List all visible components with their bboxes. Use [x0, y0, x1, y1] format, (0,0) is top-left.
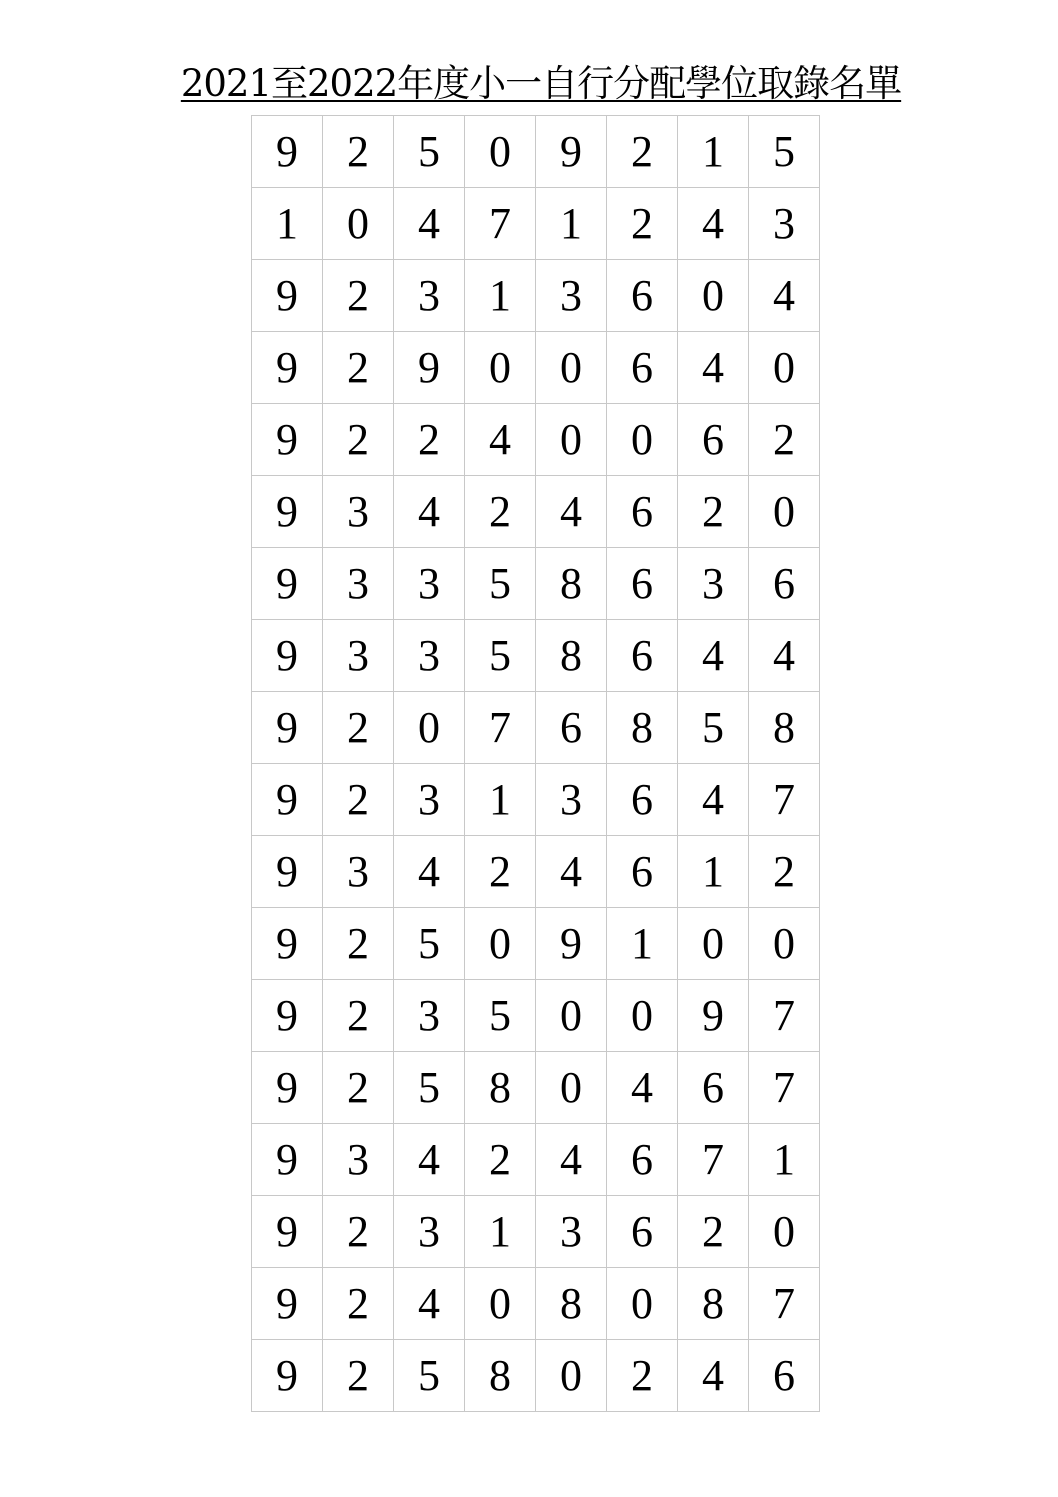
digit-cell: 2: [394, 404, 465, 476]
digit-cell: 0: [323, 188, 394, 260]
digit-cell: 6: [749, 548, 820, 620]
digit-cell: 8: [678, 1268, 749, 1340]
digit-cell: 5: [749, 116, 820, 188]
digit-cell: 4: [394, 1268, 465, 1340]
table-row: [252, 1124, 820, 1196]
digit-cell: 0: [607, 980, 678, 1052]
digit-cell: 2: [323, 1268, 394, 1340]
digit-cell: 6: [607, 548, 678, 620]
digit-cell: 5: [465, 980, 536, 1052]
table-row: [252, 836, 820, 908]
digit-cell: 2: [323, 764, 394, 836]
digit-cell: 0: [536, 980, 607, 1052]
digit-cell: 3: [394, 620, 465, 692]
digit-cell: 5: [678, 692, 749, 764]
table-row: [252, 260, 820, 332]
digit-cell: 8: [536, 1268, 607, 1340]
digit-cell: 3: [323, 476, 394, 548]
digit-cell: 2: [323, 332, 394, 404]
digit-cell: 3: [394, 764, 465, 836]
digit-cell: 9: [252, 332, 323, 404]
digit-cell: 0: [465, 332, 536, 404]
digit-cell: 4: [678, 332, 749, 404]
digit-cell: 9: [252, 260, 323, 332]
digit-cell: 3: [323, 836, 394, 908]
digit-cell: 3: [536, 764, 607, 836]
digit-cell: 5: [465, 620, 536, 692]
digit-cell: 2: [323, 116, 394, 188]
digit-cell: 4: [536, 476, 607, 548]
digit-cell: 4: [678, 764, 749, 836]
digit-cell: 9: [536, 908, 607, 980]
digit-cell: 4: [678, 188, 749, 260]
digit-cell: 9: [252, 1340, 323, 1412]
digit-cell: 6: [607, 620, 678, 692]
table-row: [252, 620, 820, 692]
digit-cell: 9: [252, 1052, 323, 1124]
digit-cell: 3: [394, 980, 465, 1052]
digit-cell: 2: [323, 1340, 394, 1412]
digit-cell: 9: [252, 1196, 323, 1268]
digit-cell: 2: [465, 476, 536, 548]
digit-cell: 1: [465, 1196, 536, 1268]
digit-cell: 1: [536, 188, 607, 260]
digit-cell: 1: [749, 1124, 820, 1196]
digit-cell: 9: [252, 908, 323, 980]
digit-cell: 2: [323, 980, 394, 1052]
digit-cell: 6: [678, 1052, 749, 1124]
digit-cell: 6: [607, 764, 678, 836]
digit-cell: 0: [465, 908, 536, 980]
digit-cell: 1: [678, 836, 749, 908]
digit-cell: 0: [536, 332, 607, 404]
digit-cell: 6: [607, 836, 678, 908]
digit-cell: 7: [749, 1052, 820, 1124]
digit-cell: 3: [394, 548, 465, 620]
digit-cell: 1: [465, 764, 536, 836]
digit-cell: 3: [678, 548, 749, 620]
digit-cell: 3: [536, 1196, 607, 1268]
table-row: [252, 476, 820, 548]
digit-cell: 0: [607, 404, 678, 476]
digit-cell: 0: [465, 116, 536, 188]
digit-cell: 4: [678, 1340, 749, 1412]
table-row: [252, 692, 820, 764]
table-row: [252, 1268, 820, 1340]
digit-cell: 0: [536, 1052, 607, 1124]
digit-cell: 3: [536, 260, 607, 332]
digit-cell: 7: [749, 1268, 820, 1340]
digit-cell: 8: [465, 1052, 536, 1124]
digit-cell: 7: [678, 1124, 749, 1196]
digit-cell: 0: [607, 1268, 678, 1340]
digit-cell: 5: [394, 116, 465, 188]
digit-cell: 3: [394, 1196, 465, 1268]
digit-cell: 2: [465, 1124, 536, 1196]
digit-cell: 1: [607, 908, 678, 980]
digit-cell: 2: [323, 404, 394, 476]
table-body: [252, 116, 820, 1412]
digit-cell: 9: [252, 692, 323, 764]
digit-cell: 2: [749, 404, 820, 476]
digit-cell: 5: [394, 1052, 465, 1124]
digit-cell: 3: [323, 1124, 394, 1196]
digit-cell: 6: [607, 260, 678, 332]
digit-cell: 6: [749, 1340, 820, 1412]
digit-cell: 2: [323, 260, 394, 332]
digit-cell: 0: [749, 1196, 820, 1268]
digit-cell: 0: [678, 908, 749, 980]
digit-cell: 4: [394, 836, 465, 908]
digit-cell: 2: [678, 476, 749, 548]
digit-cell: 0: [394, 692, 465, 764]
table-row: [252, 980, 820, 1052]
digit-cell: 2: [323, 908, 394, 980]
digit-cell: 9: [252, 116, 323, 188]
table-row: [252, 1340, 820, 1412]
digit-cell: 7: [749, 980, 820, 1052]
digit-cell: 6: [678, 404, 749, 476]
digit-cell: 5: [465, 548, 536, 620]
digit-cell: 9: [252, 980, 323, 1052]
digit-cell: 0: [536, 404, 607, 476]
digit-cell: 2: [323, 1052, 394, 1124]
digit-cell: 9: [252, 1124, 323, 1196]
digit-cell: 0: [678, 260, 749, 332]
admission-number-table: [251, 115, 820, 1412]
digit-cell: 3: [323, 620, 394, 692]
digit-cell: 2: [323, 692, 394, 764]
table-row: [252, 1196, 820, 1268]
digit-cell: 4: [749, 620, 820, 692]
digit-cell: 4: [465, 404, 536, 476]
table-row: [252, 116, 820, 188]
digit-cell: 9: [252, 836, 323, 908]
table-row: [252, 764, 820, 836]
digit-cell: 0: [749, 908, 820, 980]
digit-cell: 2: [749, 836, 820, 908]
table-row: [252, 1052, 820, 1124]
digit-cell: 2: [465, 836, 536, 908]
digit-cell: 2: [607, 188, 678, 260]
digit-cell: 3: [749, 188, 820, 260]
digit-cell: 6: [607, 476, 678, 548]
digit-cell: 0: [749, 332, 820, 404]
digit-cell: 9: [252, 476, 323, 548]
digit-cell: 8: [536, 620, 607, 692]
digit-cell: 2: [607, 1340, 678, 1412]
digit-cell: 9: [252, 620, 323, 692]
table-row: [252, 404, 820, 476]
digit-cell: 4: [749, 260, 820, 332]
digit-cell: 2: [607, 116, 678, 188]
digit-cell: 6: [607, 1124, 678, 1196]
table-row: [252, 548, 820, 620]
digit-cell: 9: [252, 1268, 323, 1340]
digit-cell: 3: [394, 260, 465, 332]
digit-cell: 9: [678, 980, 749, 1052]
digit-cell: 0: [749, 476, 820, 548]
digit-cell: 6: [607, 1196, 678, 1268]
digit-cell: 3: [323, 548, 394, 620]
digit-cell: 4: [394, 476, 465, 548]
digit-cell: 0: [465, 1268, 536, 1340]
digit-cell: 0: [536, 1340, 607, 1412]
page-title: 2021至2022年度小一自行分配學位取錄名單: [180, 62, 902, 105]
digit-cell: 1: [252, 188, 323, 260]
table-row: [252, 908, 820, 980]
digit-cell: 9: [252, 404, 323, 476]
digit-cell: 9: [252, 764, 323, 836]
digit-cell: 4: [394, 188, 465, 260]
digit-cell: 4: [394, 1124, 465, 1196]
digit-cell: 2: [323, 1196, 394, 1268]
digit-cell: 6: [536, 692, 607, 764]
digit-cell: 8: [749, 692, 820, 764]
digit-cell: 9: [394, 332, 465, 404]
digit-cell: 8: [465, 1340, 536, 1412]
digit-cell: 4: [678, 620, 749, 692]
digit-cell: 5: [394, 908, 465, 980]
digit-cell: 7: [749, 764, 820, 836]
digit-cell: 4: [536, 836, 607, 908]
table-row: [252, 332, 820, 404]
digit-cell: 4: [536, 1124, 607, 1196]
digit-cell: 8: [536, 548, 607, 620]
digit-cell: 2: [678, 1196, 749, 1268]
digit-cell: 1: [465, 260, 536, 332]
digit-cell: 5: [394, 1340, 465, 1412]
digit-cell: 7: [465, 188, 536, 260]
digit-cell: 6: [607, 332, 678, 404]
digit-cell: 4: [607, 1052, 678, 1124]
digit-cell: 8: [607, 692, 678, 764]
digit-cell: 9: [536, 116, 607, 188]
digit-cell: 9: [252, 548, 323, 620]
digit-cell: 1: [678, 116, 749, 188]
digit-cell: 7: [465, 692, 536, 764]
table-row: [252, 188, 820, 260]
